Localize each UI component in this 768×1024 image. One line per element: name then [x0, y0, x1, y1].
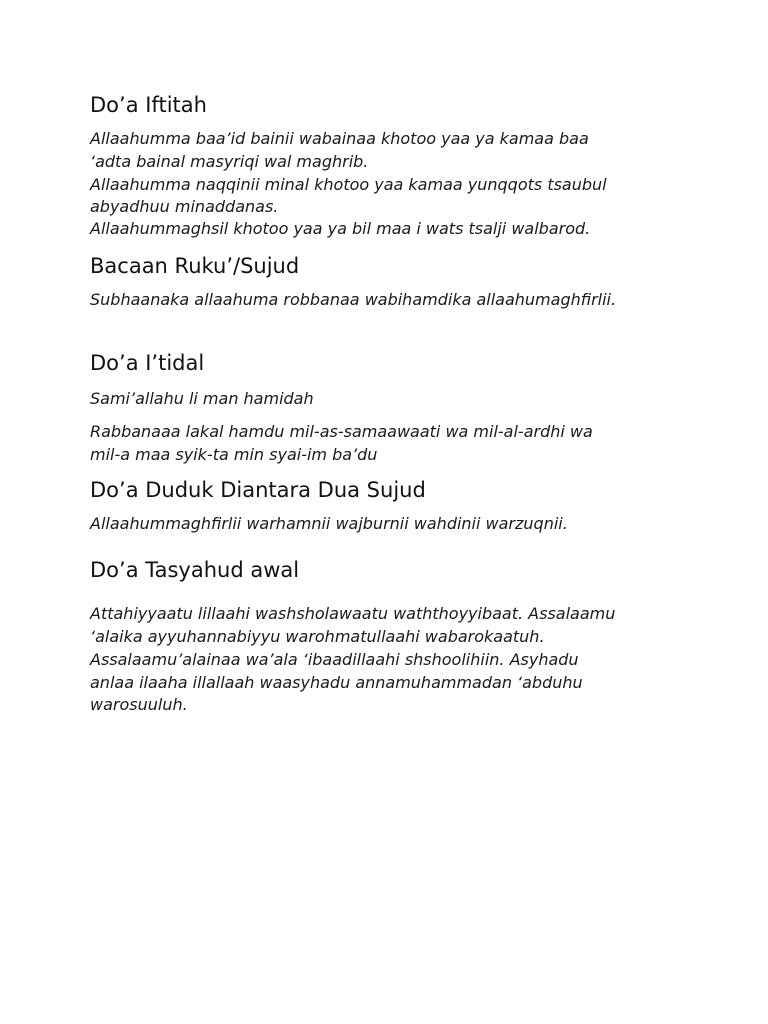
text-line: Assalaamu’alainaa wa’ala ‘ibaadillaahi shshoolihiin. Asyhadu: [90, 650, 579, 669]
text-line: anlaa ilaaha illallaah waasyhadu annamuhammadan ‘abduhu: [90, 673, 583, 692]
section-heading-itidal: Do’a I’tidal: [90, 351, 205, 375]
text-line: Sami’allahu li man hamidah: [90, 389, 314, 408]
section-heading-duduk-diantara-dua-sujud: Do’a Duduk Diantara Dua Sujud: [90, 478, 426, 502]
section-heading-ruku-sujud: Bacaan Ruku’/Sujud: [90, 254, 300, 278]
section-heading-iftitah: Do’a Iftitah: [90, 93, 207, 117]
text-line: Subhaanaka allaahuma robbanaa wabihamdika allaahumaghfirlii.: [90, 290, 617, 309]
text-line: Rabbanaaa lakal hamdu mil-as-samaawaati wa mil-al-ardhi wa: [90, 422, 593, 441]
text-line: Allaahumma baa’id bainii wabainaa khotoo yaa ya kamaa baa: [90, 129, 589, 148]
text-line: Allaahummaghsil khotoo yaa ya bil maa i wats tsalji walbarod.: [90, 219, 591, 238]
text-line: mil-a maa syik-ta min syai-im ba’du: [90, 445, 378, 464]
text-line: Allaahummaghfirlii warhamnii wajburnii wahdinii warzuqnii.: [90, 514, 568, 533]
text-line: abyadhuu minaddanas.: [90, 197, 279, 216]
text-line: warosuuluh.: [90, 695, 188, 714]
section-heading-tasyahud-awal: Do’a Tasyahud awal: [90, 558, 300, 582]
text-line: Allaahumma naqqinii minal khotoo yaa kamaa yunqqots tsaubul: [90, 175, 607, 194]
text-line: Attahiyyaatu lillaahi washsholawaatu waththoyyibaat. Assalaamu: [90, 604, 616, 623]
text-line: ‘alaika ayyuhannabiyyu warohmatullaahi wabarokaatuh.: [90, 627, 545, 646]
text-line: ‘adta bainal masyriqi wal maghrib.: [90, 152, 369, 171]
